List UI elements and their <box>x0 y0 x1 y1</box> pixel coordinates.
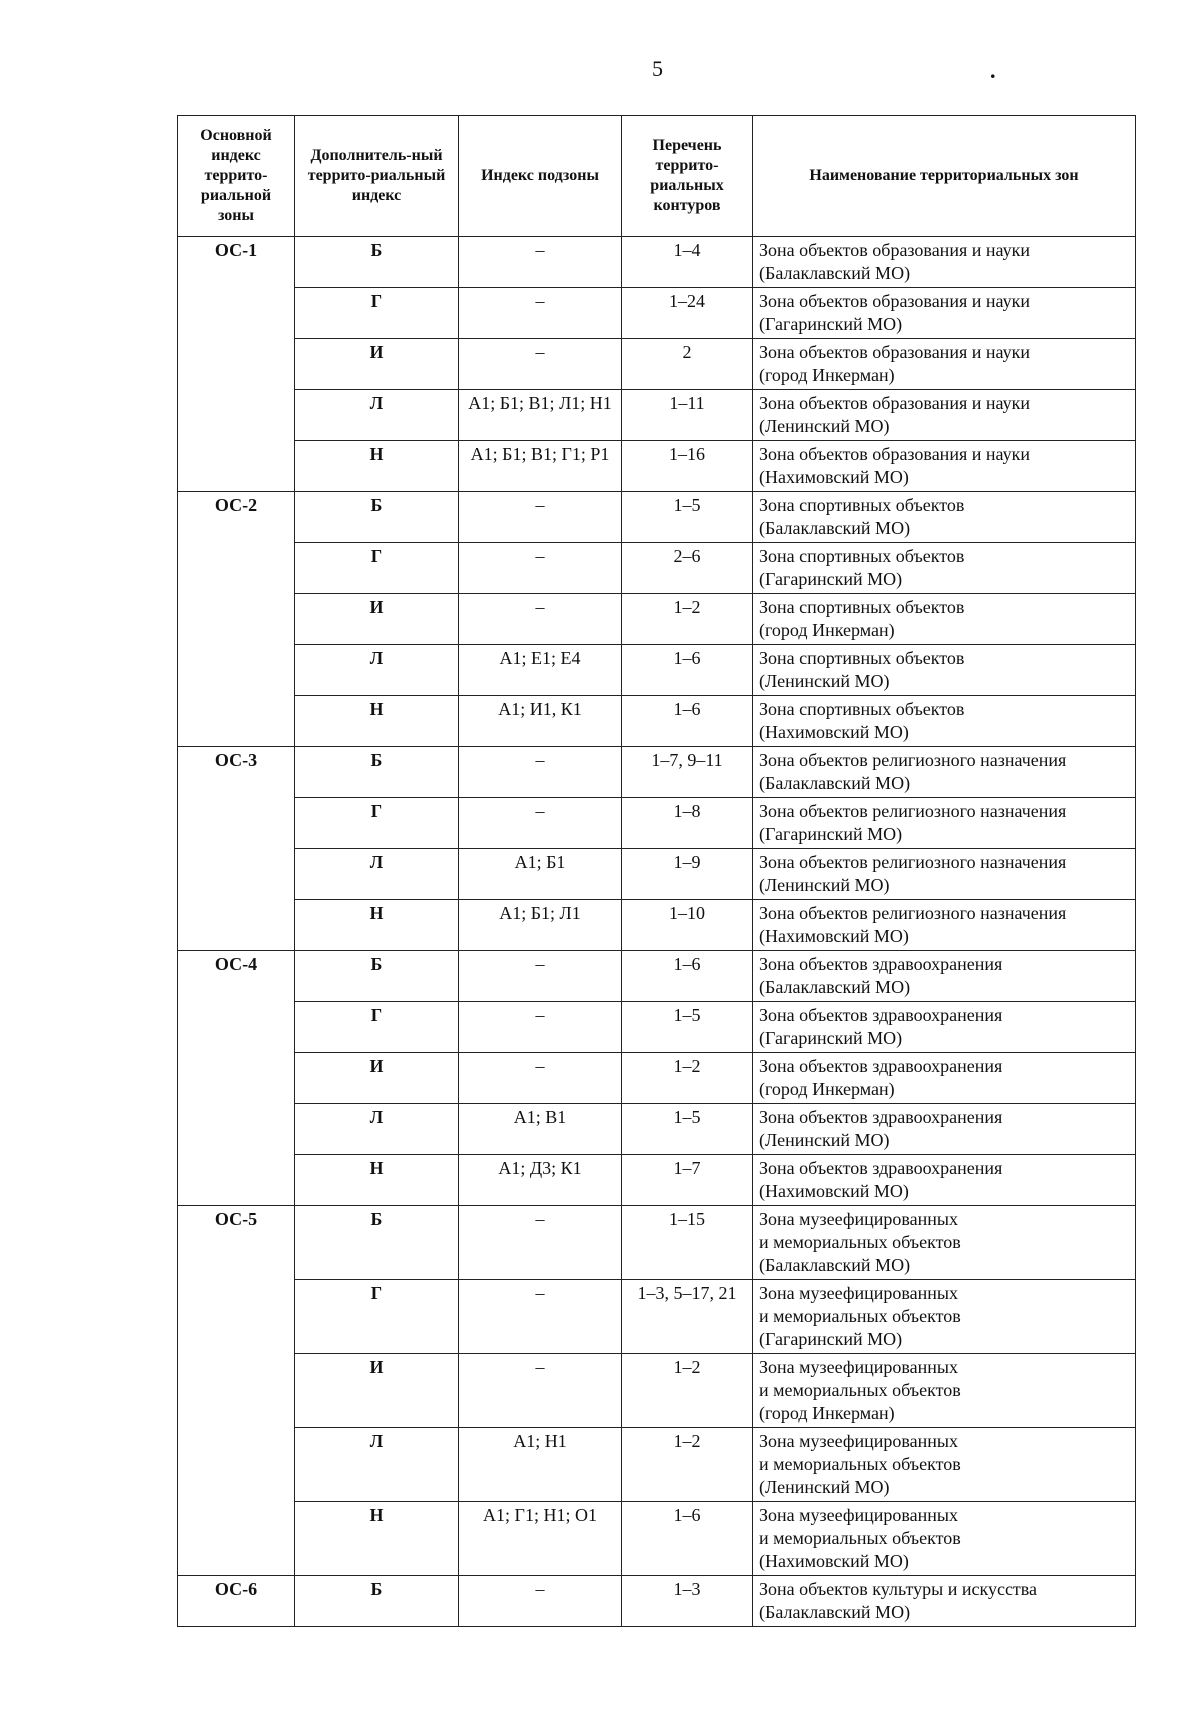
contours-list: 1–8 <box>622 798 753 849</box>
zone-name-line: Зона объектов религиозного назначения <box>759 750 1067 770</box>
zone-name-line: (Ленинский МО) <box>759 416 890 436</box>
main-zone-index: ОС-6 <box>178 1576 295 1627</box>
zone-name-line: Зона объектов здравоохранения <box>759 1107 1003 1127</box>
additional-index: И <box>295 594 459 645</box>
contours-list: 1–6 <box>622 951 753 1002</box>
table-body <box>178 237 1136 1627</box>
contours-list: 1–2 <box>622 1354 753 1428</box>
zone-name <box>753 1502 1136 1576</box>
table-row <box>178 441 1136 492</box>
table-row <box>178 288 1136 339</box>
zone-name-line: Зона объектов религиозного назначения <box>759 852 1067 872</box>
contours-list: 1–10 <box>622 900 753 951</box>
zone-name-line: (Нахимовский МО) <box>759 467 909 487</box>
additional-index: Б <box>295 237 459 288</box>
table-row <box>178 543 1136 594</box>
contours-list: 1–5 <box>622 492 753 543</box>
table-row <box>178 1502 1136 1576</box>
table-row <box>178 900 1136 951</box>
zone-name <box>753 900 1136 951</box>
additional-index: Л <box>295 390 459 441</box>
zone-name-line: Зона спортивных объектов <box>759 495 965 515</box>
main-zone-index: ОС-3 <box>178 747 295 951</box>
main-zone-index: ОС-1 <box>178 237 295 492</box>
zone-name-line: (Гагаринский МО) <box>759 1028 903 1048</box>
zone-name-line: Зона объектов образования и науки <box>759 291 1030 311</box>
contours-list: 1–11 <box>622 390 753 441</box>
contours-list: 2 <box>622 339 753 390</box>
zone-name-line: Зона объектов здравоохранения <box>759 954 1003 974</box>
additional-index: Н <box>295 1155 459 1206</box>
subzone-index: – <box>459 1576 622 1627</box>
page-number: 5 <box>652 56 663 81</box>
header-zone-name: Наименование территориальных зон <box>753 116 1136 237</box>
table-row <box>178 1354 1136 1428</box>
table-row <box>178 1280 1136 1354</box>
table-row <box>178 798 1136 849</box>
additional-index: Н <box>295 1502 459 1576</box>
zone-name-line: (Нахимовский МО) <box>759 1551 909 1571</box>
subzone-index: – <box>459 798 622 849</box>
additional-index: И <box>295 1053 459 1104</box>
contours-list: 1–2 <box>622 594 753 645</box>
subzone-index: – <box>459 1053 622 1104</box>
additional-index: Л <box>295 645 459 696</box>
zone-name-line: Зона объектов образования и науки <box>759 240 1030 260</box>
zone-name <box>753 390 1136 441</box>
additional-index: Б <box>295 1576 459 1627</box>
zone-name <box>753 339 1136 390</box>
page-dot: . <box>990 58 996 83</box>
subzone-index: – <box>459 594 622 645</box>
zone-name-line: (город Инкерман) <box>759 1403 895 1423</box>
subzone-index: – <box>459 1002 622 1053</box>
zone-name-line: (город Инкерман) <box>759 620 895 640</box>
zone-name-line: Зона спортивных объектов <box>759 546 965 566</box>
zone-name-line: Зона объектов образования и науки <box>759 342 1030 362</box>
subzone-index: – <box>459 237 622 288</box>
zone-name-line: Зона музеефицированных <box>759 1357 959 1377</box>
additional-index: Л <box>295 849 459 900</box>
contours-list: 1–2 <box>622 1053 753 1104</box>
table-row <box>178 951 1136 1002</box>
zone-name-line: (Нахимовский МО) <box>759 926 909 946</box>
table-row <box>178 747 1136 798</box>
zone-name-line: (Балаклавский МО) <box>759 1602 911 1622</box>
contours-list: 1–5 <box>622 1104 753 1155</box>
subzone-index: А1; В1 <box>459 1104 622 1155</box>
zone-name-line: Зона объектов культуры и искусства <box>759 1579 1038 1599</box>
contours-list: 1–5 <box>622 1002 753 1053</box>
subzone-index: – <box>459 1206 622 1280</box>
zone-name-line: Зона объектов образования и науки <box>759 393 1030 413</box>
additional-index: Н <box>295 696 459 747</box>
zone-name-line: Зона объектов здравоохранения <box>759 1005 1003 1025</box>
header-main-index: Основной индекс террито-риальной зоны <box>178 116 295 237</box>
contours-list: 1–3 <box>622 1576 753 1627</box>
subzone-index: – <box>459 339 622 390</box>
subzone-index: А1; Б1 <box>459 849 622 900</box>
additional-index: Г <box>295 288 459 339</box>
additional-index: Л <box>295 1428 459 1502</box>
zone-name-line: и мемориальных объектов <box>759 1528 961 1548</box>
additional-index: Г <box>295 1002 459 1053</box>
contours-list: 1–6 <box>622 696 753 747</box>
main-zone-index: ОС-5 <box>178 1206 295 1576</box>
zone-name-line: (Нахимовский МО) <box>759 1181 909 1201</box>
table-row <box>178 849 1136 900</box>
subzone-index: – <box>459 747 622 798</box>
additional-index: И <box>295 1354 459 1428</box>
subzone-index: А1; Б1; Л1 <box>459 900 622 951</box>
zone-name-line: Зона объектов религиозного назначения <box>759 903 1067 923</box>
zone-name-line: Зона объектов здравоохранения <box>759 1056 1003 1076</box>
contours-list: 1–7, 9–11 <box>622 747 753 798</box>
zone-name-line: (Гагаринский МО) <box>759 1329 903 1349</box>
zone-name <box>753 1280 1136 1354</box>
contours-list: 1–6 <box>622 1502 753 1576</box>
table-row <box>178 1428 1136 1502</box>
table-row <box>178 1206 1136 1280</box>
zone-name <box>753 951 1136 1002</box>
zone-name <box>753 1155 1136 1206</box>
zone-name-line: Зона объектов здравоохранения <box>759 1158 1003 1178</box>
zone-name <box>753 1428 1136 1502</box>
subzone-index: А1; Д3; К1 <box>459 1155 622 1206</box>
table-row <box>178 390 1136 441</box>
table-row <box>178 594 1136 645</box>
contours-list: 1–24 <box>622 288 753 339</box>
zone-name-line: и мемориальных объектов <box>759 1380 961 1400</box>
subzone-index: А1; И1, К1 <box>459 696 622 747</box>
zone-name-line: (Балаклавский МО) <box>759 1255 911 1275</box>
additional-index: И <box>295 339 459 390</box>
subzone-index: – <box>459 1280 622 1354</box>
zone-name-line: (город Инкерман) <box>759 365 895 385</box>
additional-index: Н <box>295 441 459 492</box>
zone-name <box>753 1002 1136 1053</box>
subzone-index: – <box>459 1354 622 1428</box>
contours-list: 1–4 <box>622 237 753 288</box>
zone-name <box>753 543 1136 594</box>
contours-list: 1–2 <box>622 1428 753 1502</box>
zone-name <box>753 1104 1136 1155</box>
zone-name-line: Зона спортивных объектов <box>759 597 965 617</box>
zone-name <box>753 747 1136 798</box>
table-row <box>178 1104 1136 1155</box>
subzone-index: А1; Б1; В1; Л1; Н1 <box>459 390 622 441</box>
zone-name <box>753 1206 1136 1280</box>
zone-name <box>753 1576 1136 1627</box>
zone-name-line: Зона музеефицированных <box>759 1505 959 1525</box>
table-row <box>178 237 1136 288</box>
zone-name-line: (Гагаринский МО) <box>759 824 903 844</box>
additional-index: Б <box>295 1206 459 1280</box>
zone-name-line: (Балаклавский МО) <box>759 773 911 793</box>
zone-name-line: Зона объектов образования и науки <box>759 444 1030 464</box>
zone-name <box>753 645 1136 696</box>
additional-index: Г <box>295 798 459 849</box>
zone-name-line: и мемориальных объектов <box>759 1232 961 1252</box>
zone-name-line: Зона объектов религиозного назначения <box>759 801 1067 821</box>
table-row <box>178 645 1136 696</box>
additional-index: Б <box>295 747 459 798</box>
additional-index: Г <box>295 543 459 594</box>
zone-name-line: Зона музеефицированных <box>759 1283 959 1303</box>
subzone-index: А1; Н1 <box>459 1428 622 1502</box>
table-row <box>178 339 1136 390</box>
zone-name-line: (Балаклавский МО) <box>759 518 911 538</box>
zone-name <box>753 441 1136 492</box>
zone-name-line: (Ленинский МО) <box>759 1130 890 1150</box>
table-row <box>178 492 1136 543</box>
main-zone-index: ОС-4 <box>178 951 295 1206</box>
additional-index: Г <box>295 1280 459 1354</box>
header-additional-index: Дополнитель-ный террито-риальный индекс <box>295 116 459 237</box>
contours-list: 1–7 <box>622 1155 753 1206</box>
additional-index: Л <box>295 1104 459 1155</box>
zone-name-line: (Нахимовский МО) <box>759 722 909 742</box>
territorial-zones-table <box>177 115 1136 1627</box>
zone-name <box>753 849 1136 900</box>
header-contours-list: Перечень террито-риальных контуров <box>622 116 753 237</box>
main-zone-index: ОС-2 <box>178 492 295 747</box>
zone-name-line: Зона спортивных объектов <box>759 648 965 668</box>
zone-name-line: (город Инкерман) <box>759 1079 895 1099</box>
contours-list: 1–3, 5–17, 21 <box>622 1280 753 1354</box>
contours-list: 1–16 <box>622 441 753 492</box>
table-row <box>178 1002 1136 1053</box>
zone-name-line: и мемориальных объектов <box>759 1306 961 1326</box>
subzone-index: – <box>459 492 622 543</box>
additional-index: Б <box>295 951 459 1002</box>
subzone-index: – <box>459 951 622 1002</box>
zone-name <box>753 1354 1136 1428</box>
zone-name-line: Зона музеефицированных <box>759 1431 959 1451</box>
additional-index: Б <box>295 492 459 543</box>
zone-name-line: (Балаклавский МО) <box>759 977 911 997</box>
header-subzone-index: Индекс подзоны <box>459 116 622 237</box>
zone-name-line: Зона музеефицированных <box>759 1209 959 1229</box>
zone-name-line: Зона спортивных объектов <box>759 699 965 719</box>
subzone-index: – <box>459 288 622 339</box>
zone-name <box>753 288 1136 339</box>
table-row <box>178 1053 1136 1104</box>
zone-name <box>753 1053 1136 1104</box>
subzone-index: А1; Б1; В1; Г1; Р1 <box>459 441 622 492</box>
zone-name-line: (Ленинский МО) <box>759 671 890 691</box>
zone-name-line: (Ленинский МО) <box>759 1477 890 1497</box>
zone-name-line: и мемориальных объектов <box>759 1454 961 1474</box>
contours-list: 2–6 <box>622 543 753 594</box>
subzone-index: А1; Г1; Н1; О1 <box>459 1502 622 1576</box>
additional-index: Н <box>295 900 459 951</box>
zone-name <box>753 798 1136 849</box>
zone-name <box>753 696 1136 747</box>
contours-list: 1–15 <box>622 1206 753 1280</box>
contours-list: 1–9 <box>622 849 753 900</box>
zone-name <box>753 492 1136 543</box>
zone-name-line: (Гагаринский МО) <box>759 314 903 334</box>
table-header-row <box>178 116 1136 237</box>
table-row <box>178 1155 1136 1206</box>
zone-name-line: (Балаклавский МО) <box>759 263 911 283</box>
zone-name <box>753 594 1136 645</box>
subzone-index: А1; Е1; Е4 <box>459 645 622 696</box>
table-row <box>178 696 1136 747</box>
table-row <box>178 1576 1136 1627</box>
zone-name-line: (Гагаринский МО) <box>759 569 903 589</box>
subzone-index: – <box>459 543 622 594</box>
zone-name <box>753 237 1136 288</box>
zone-name-line: (Ленинский МО) <box>759 875 890 895</box>
contours-list: 1–6 <box>622 645 753 696</box>
